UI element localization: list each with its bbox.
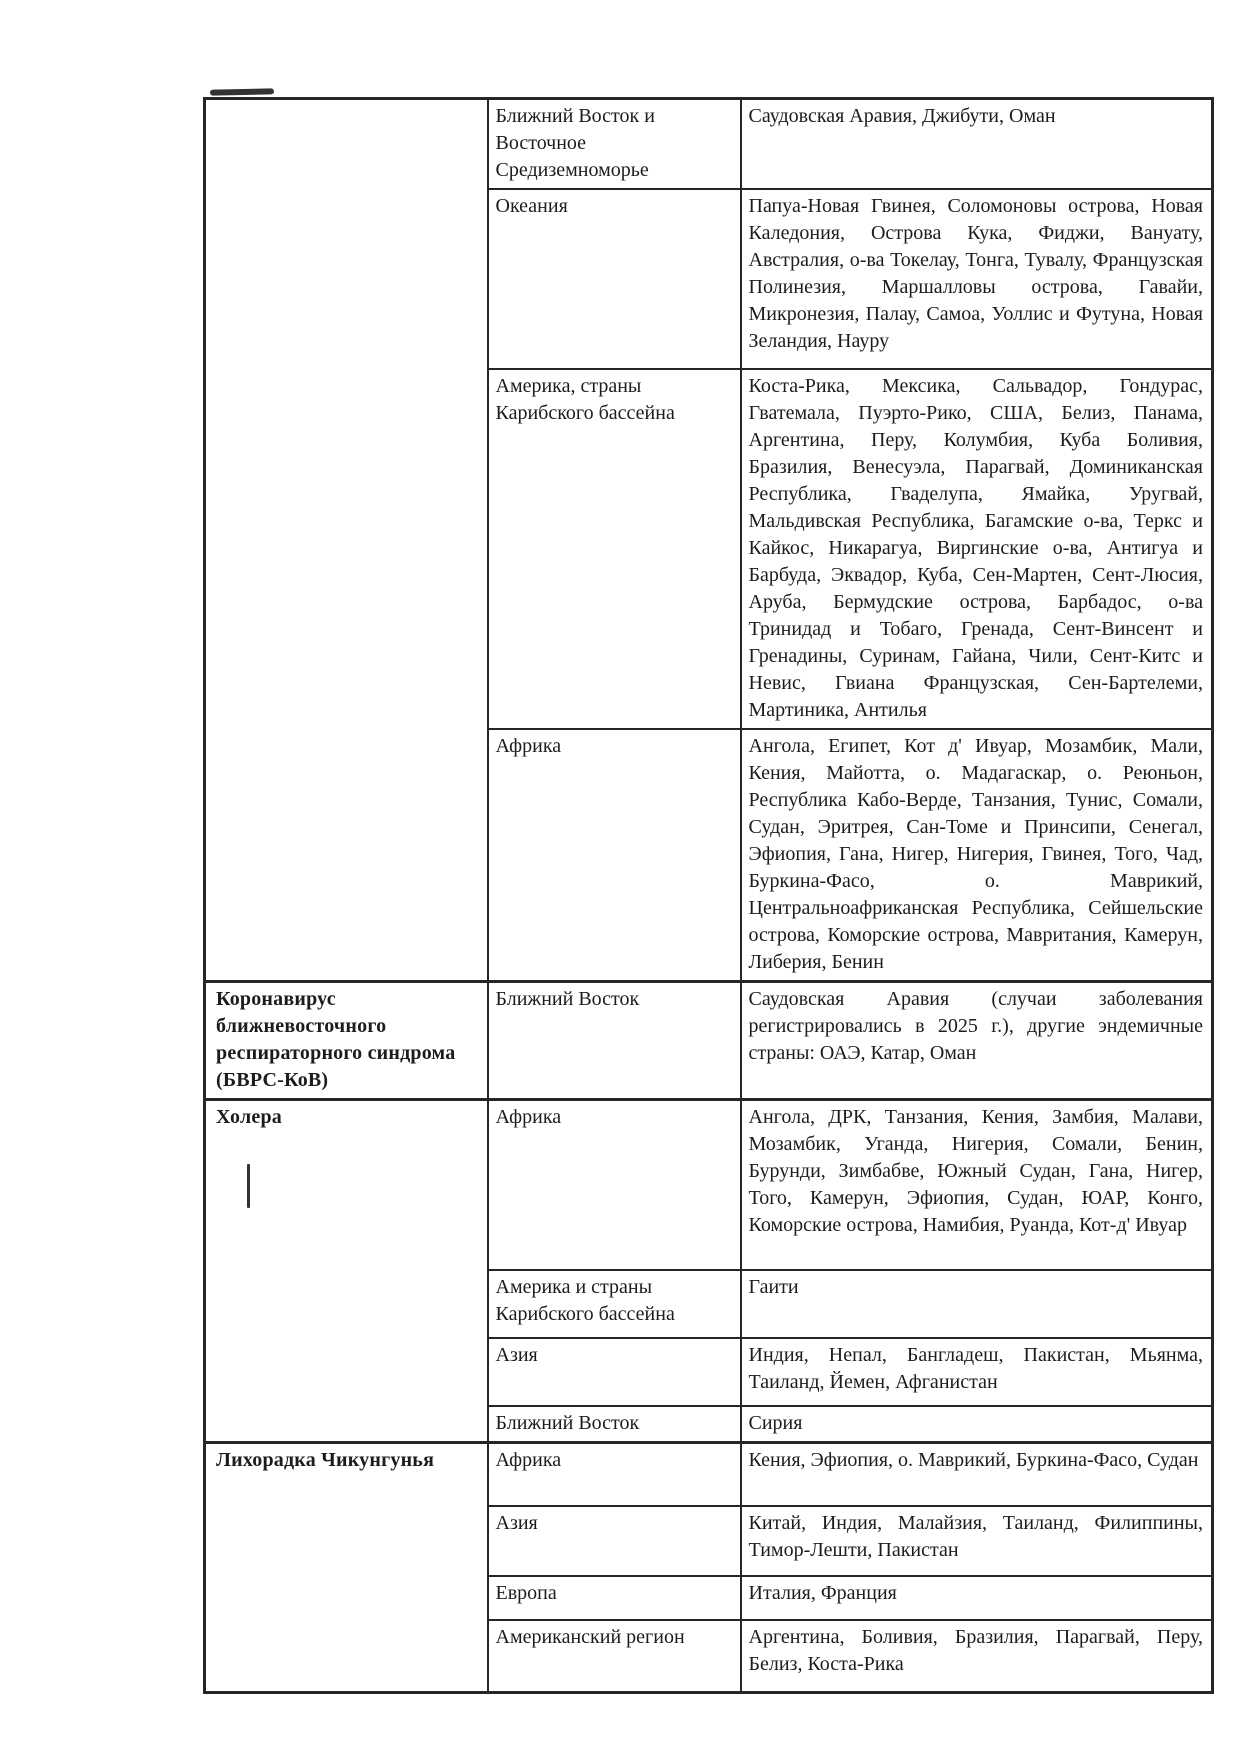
region-cell: Океания: [488, 189, 741, 369]
countries-cell: Саудовская Аравия (случаи заболевания регистрировались в 2025 г.), другие эндемичные страны: ОАЭ, Катар, Оман: [741, 982, 1213, 1100]
table-row: [205, 1442, 1213, 1506]
countries-cell: Кения, Эфиопия, о. Маврикий, Буркина-Фасо, Судан: [741, 1442, 1213, 1506]
countries-cell: Индия, Непал, Бангладеш, Пакистан, Мьянма, Таиланд, Йемен, Афганистан: [741, 1338, 1213, 1406]
countries-cell: Гаити: [741, 1270, 1213, 1338]
region-cell: Азия: [488, 1506, 741, 1576]
countries-cell: Папуа-Новая Гвинея, Соломоновы острова, Новая Каледония, Острова Кука, Фиджи, Вануату, Австралия, о-ва Токелау, Тонга, Тувалу, Французская Полинезия, Маршалловы острова, Гавайи, Микронезия, Палау, Самоа, Уоллис и Футуна, Новая Зеландия, Науру: [741, 189, 1213, 369]
region-cell: Ближний Восток: [488, 1406, 741, 1443]
region-cell: Американский регион: [488, 1620, 741, 1692]
countries-cell: Саудовская Аравия, Джибути, Оман: [741, 99, 1213, 190]
region-cell: Америка и страны Карибского бассейна: [488, 1270, 741, 1338]
countries-cell: Сирия: [741, 1406, 1213, 1443]
disease-regions-table: [203, 97, 1214, 1694]
disease-cell: Холера: [205, 1100, 488, 1443]
disease-cell: [205, 99, 488, 982]
scan-artifact-smudge: [210, 88, 274, 95]
region-cell: Европа: [488, 1576, 741, 1620]
region-cell: Ближний Восток: [488, 982, 741, 1100]
countries-cell: Коста-Рика, Мексика, Сальвадор, Гондурас, Гватемала, Пуэрто-Рико, США, Белиз, Панама, Аргентина, Перу, Колумбия, Куба Боливия, Бразилия, Венесуэла, Парагвай, Доминиканская Республика, Гваделупа, Ямайка, Уругвай, Мальдивская Республика, Багамские о-ва, Теркс и Кайкос, Никарагуа, Виргинские о-ва, Антигуа и Барбуда, Эквадор, Куба, Сен-Мартен, Сент-Люсия, Аруба, Бермудские острова, Барбадос, о-ва Тринидад и Тобаго, Гренада, Сент-Винсент и Гренадины, Суринам, Гайана, Чили, Сент-Китс и Невис, Гвиана Французская, Сен-Бартелеми, Мартиника, Антилья: [741, 369, 1213, 729]
disease-cell: Коронавирус ближневосточного респираторного синдрома (БВРС-КоВ): [205, 982, 488, 1100]
disease-cell: Лихорадка Чикунгунья: [205, 1442, 488, 1692]
countries-cell: Аргентина, Боливия, Бразилия, Парагвай, Перу, Белиз, Коста-Рика: [741, 1620, 1213, 1692]
countries-cell: Италия, Франция: [741, 1576, 1213, 1620]
table-row: [205, 1100, 1213, 1270]
table-row: [205, 982, 1213, 1100]
region-cell: Африка: [488, 1442, 741, 1506]
countries-cell: Китай, Индия, Малайзия, Таиланд, Филиппины, Тимор-Лешти, Пакистан: [741, 1506, 1213, 1576]
region-cell: Азия: [488, 1338, 741, 1406]
region-cell: Африка: [488, 1100, 741, 1270]
region-cell: Америка, страны Карибского бассейна: [488, 369, 741, 729]
table-row: [205, 99, 1213, 190]
countries-cell: Ангола, Египет, Кот д' Ивуар, Мозамбик, Мали, Кения, Майотта, о. Мадагаскар, о. Реюньон, Республика Кабо-Верде, Танзания, Тунис, Сомали, Судан, Эритрея, Сан-Томе и Принсипи, Сенегал, Эфиопия, Гана, Нигер, Нигерия, Гвинея, Того, Чад, Буркина-Фасо, о. Маврикий, Центральноафриканская Республика, Сейшельские острова, Коморские острова, Мавритания, Камерун, Либерия, Бенин: [741, 729, 1213, 982]
countries-cell: Ангола, ДРК, Танзания, Кения, Замбия, Малави, Мозамбик, Уганда, Нигерия, Сомали, Бенин, Бурунди, Зимбабве, Южный Судан, Гана, Нигер, Того, Камерун, Эфиопия, Судан, ЮАР, Конго, Коморские острова, Намибия, Руанда, Кот-д' Ивуар: [741, 1100, 1213, 1270]
region-cell: Ближний Восток и Восточное Средиземноморье: [488, 99, 741, 190]
region-cell: Африка: [488, 729, 741, 982]
